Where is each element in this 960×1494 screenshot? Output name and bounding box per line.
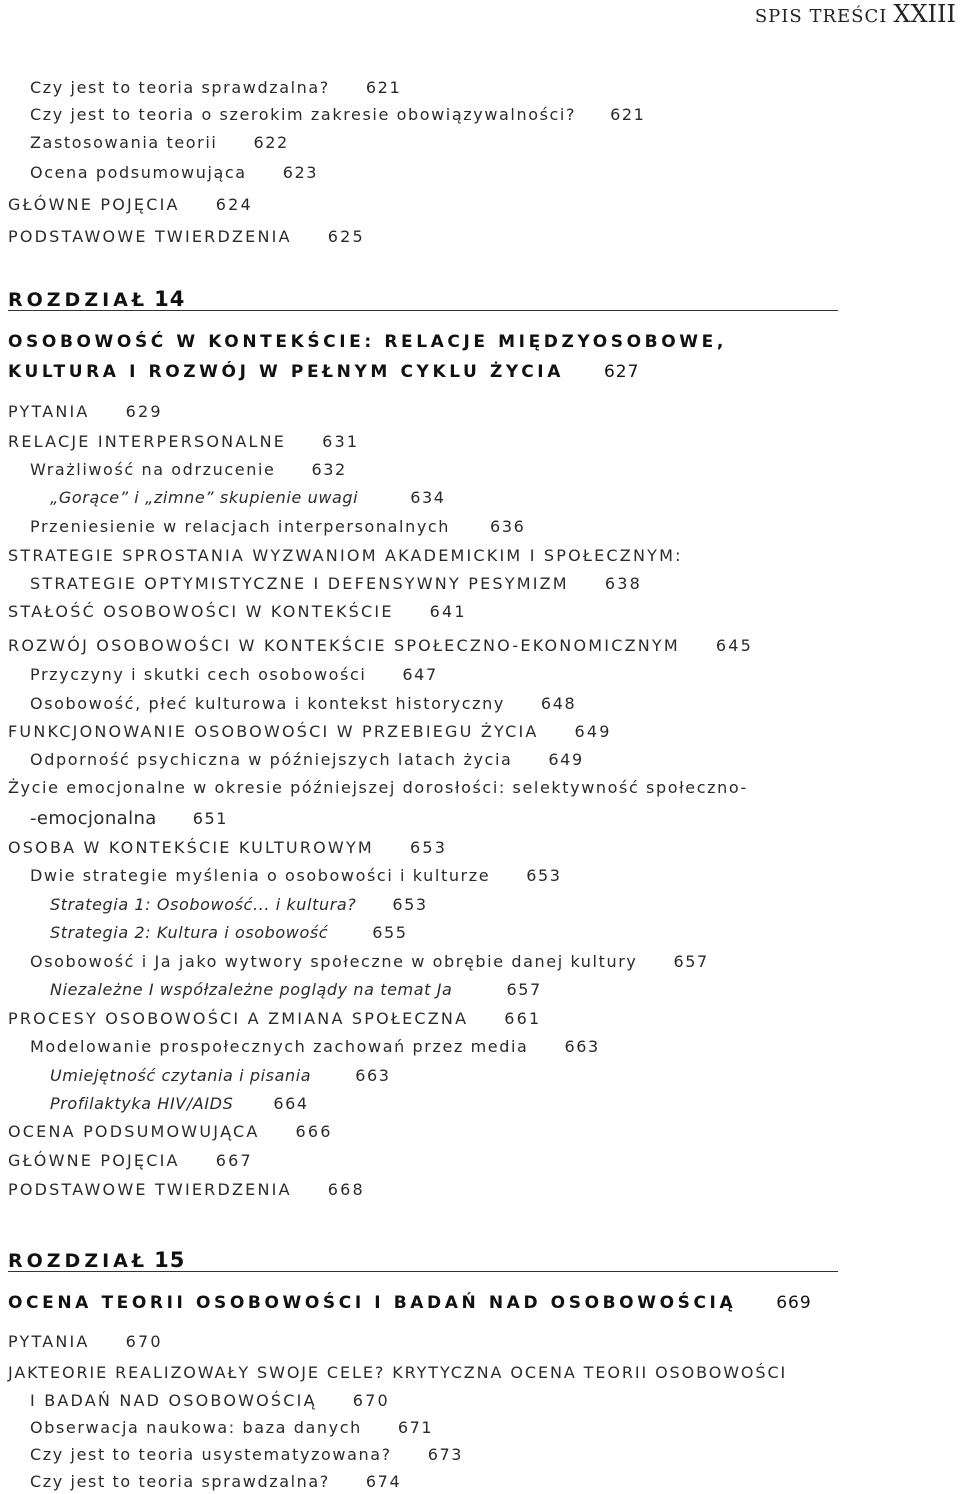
running-header — [755, 0, 956, 28]
page-number-roman: XXIII — [893, 0, 956, 28]
chapter-title-cont[interactable]: KULTURA I ROZWÓJ W PEŁNYM CYKLU ŻYCIA 627 — [8, 362, 640, 382]
toc-entry[interactable]: OSOBA W KONTEKŚCIE KULTUROWYM 653 — [8, 838, 448, 857]
toc-entry[interactable]: RELACJE INTERPERSONALNE 631 — [8, 432, 360, 451]
toc-entry[interactable]: PYTANIA 629 — [8, 402, 163, 421]
toc-entry[interactable]: Strategia 1: Osobowość... i kultura? 653 — [50, 895, 428, 914]
toc-entry[interactable]: Osobowość i Ja jako wytwory społeczne w obrębie danej kultury 657 — [30, 952, 709, 971]
chapter-rule — [8, 310, 838, 311]
toc-entry[interactable]: Czy jest to teoria o szerokim zakresie obowiązywalności? 621 — [30, 105, 646, 124]
toc-entry[interactable]: Czy jest to teoria sprawdzalna? 621 — [30, 78, 402, 97]
toc-entry[interactable]: GŁÓWNE POJĘCIA 624 — [8, 195, 253, 214]
chapter-title[interactable]: OCENA TEORII OSOBOWOŚCI I BADAŃ NAD OSOBOWOŚCIĄ 669 — [8, 1293, 812, 1313]
toc-entry[interactable]: Profilaktyka HIV/AIDS 664 — [50, 1094, 309, 1113]
toc-entry[interactable]: Strategia 2: Kultura i osobowość 655 — [50, 923, 408, 942]
toc-entry[interactable]: -emocjonalna 651 — [30, 808, 229, 829]
toc-entry[interactable]: PROCESY OSOBOWOŚCI A ZMIANA SPOŁECZNA 661 — [8, 1009, 542, 1028]
toc-entry[interactable]: OCENA PODSUMOWUJĄCA 666 — [8, 1122, 333, 1141]
toc-entry[interactable]: Wrażliwość na odrzucenie 632 — [30, 460, 347, 479]
toc-entry[interactable]: ROZWÓJ OSOBOWOŚCI W KONTEKŚCIE SPOŁECZNO-EKONOMICZNYM 645 — [8, 636, 754, 655]
chapter-rule — [8, 1271, 838, 1272]
toc-entry[interactable]: Umiejętność czytania i pisania 663 — [50, 1066, 391, 1085]
chapter-heading: ROZDZIAŁ 14 — [8, 287, 186, 311]
toc-entry[interactable]: Czy jest to teoria sprawdzalna? 674 — [30, 1472, 402, 1491]
toc-entry[interactable]: Przeniesienie w relacjach interpersonalnych 636 — [30, 517, 526, 536]
toc-entry[interactable]: PODSTAWOWE TWIERDZENIA 668 — [8, 1180, 365, 1199]
toc-entry[interactable]: Osobowość, płeć kulturowa i kontekst historyczny 648 — [30, 694, 577, 713]
chapter-title: OSOBOWOŚĆ W KONTEKŚCIE: RELACJE MIĘDZYOSOBOWE, — [8, 332, 727, 352]
toc-entry[interactable]: Obserwacja naukowa: baza danych 671 — [30, 1418, 434, 1437]
section-title: SPIS TREŚCI — [754, 6, 888, 27]
toc-entry[interactable]: PODSTAWOWE TWIERDZENIA 625 — [8, 227, 365, 246]
toc-entry[interactable]: Czy jest to teoria usystematyzowana? 673 — [30, 1445, 464, 1464]
toc-entry[interactable]: Odporność psychiczna w późniejszych latach życia 649 — [30, 750, 584, 769]
toc-entry[interactable]: Życie emocjonalne w okresie późniejszej dorosłości: selektywność społeczno- — [8, 778, 748, 797]
toc-entry[interactable]: Zastosowania teorii 622 — [30, 133, 289, 152]
chapter-heading: ROZDZIAŁ 15 — [8, 1248, 186, 1272]
toc-entry[interactable]: STRATEGIE OPTYMISTYCZNE I DEFENSYWNY PESYMIZM 638 — [30, 574, 642, 593]
toc-entry[interactable]: Ocena podsumowująca 623 — [30, 163, 319, 182]
toc-entry[interactable]: Przyczyny i skutki cech osobowości 647 — [30, 665, 438, 684]
toc-entry[interactable]: I BADAŃ NAD OSOBOWOŚCIĄ 670 — [30, 1391, 390, 1410]
toc-entry[interactable]: STAŁOŚĆ OSOBOWOŚCI W KONTEKŚCIE 641 — [8, 602, 467, 621]
toc-entry[interactable]: PYTANIA 670 — [8, 1332, 163, 1351]
toc-entry[interactable]: FUNKCJONOWANIE OSOBOWOŚCI W PRZEBIEGU ŻYCIA 649 — [8, 722, 612, 741]
toc-entry[interactable]: „Gorące” i „zimne” skupienie uwagi 634 — [50, 488, 446, 507]
toc-entry[interactable]: Niezależne I współzależne poglądy na temat Ja 657 — [50, 980, 542, 999]
toc-entry[interactable]: STRATEGIE SPROSTANIA WYZWANIOM AKADEMICKIM I SPOŁECZNYM: — [8, 546, 683, 565]
toc-entry[interactable]: Modelowanie prospołecznych zachowań przez media 663 — [30, 1037, 600, 1056]
toc-entry[interactable]: Dwie strategie myślenia o osobowości i kulturze 653 — [30, 866, 562, 885]
toc-entry[interactable]: JAKTEORIE REALIZOWAŁY SWOJE CELE? KRYTYCZNA OCENA TEORII OSOBOWOŚCI — [8, 1363, 788, 1382]
toc-entry[interactable]: GŁÓWNE POJĘCIA 667 — [8, 1151, 253, 1170]
